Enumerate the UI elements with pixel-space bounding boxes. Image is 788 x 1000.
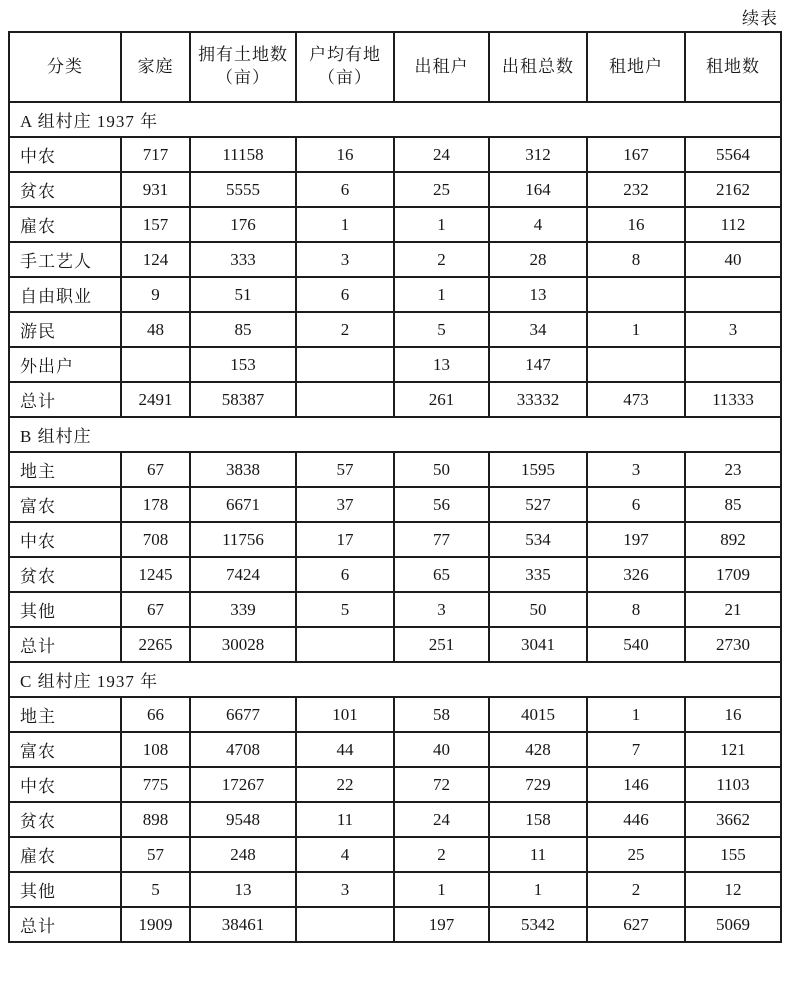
category-cell: 总计 [9,907,121,942]
value-cell: 16 [296,137,394,172]
value-cell [685,277,781,312]
header-land-owned [190,32,296,102]
category-cell: 富农 [9,487,121,522]
value-cell: 38461 [190,907,296,942]
header-label: 分类 [47,56,83,76]
category-cell: 雇农 [9,837,121,872]
value-cell: 1 [394,277,489,312]
category-cell: 地主 [9,452,121,487]
value-cell: 67 [121,592,190,627]
header-category [9,32,121,102]
table-row [9,802,781,837]
value-cell: 24 [394,802,489,837]
value-cell: 9 [121,277,190,312]
table-row [9,312,781,347]
value-cell [587,347,685,382]
value-cell: 164 [489,172,587,207]
category-cell: 外出户 [9,347,121,382]
category-cell: 总计 [9,382,121,417]
header-families [121,32,190,102]
value-cell [121,347,190,382]
continued-table-label: 续表 [742,9,778,28]
section-title: B 组村庄 [9,417,781,452]
value-cell: 3662 [685,802,781,837]
value-cell: 176 [190,207,296,242]
value-cell: 33332 [489,382,587,417]
value-cell: 232 [587,172,685,207]
value-cell: 4708 [190,732,296,767]
value-cell: 527 [489,487,587,522]
value-cell: 6 [296,172,394,207]
value-cell: 48 [121,312,190,347]
value-cell: 155 [685,837,781,872]
header-label: 拥有土地数 [198,45,288,65]
header-label: 户均有地 [309,45,381,65]
value-cell: 7424 [190,557,296,592]
value-cell: 729 [489,767,587,802]
value-cell: 312 [489,137,587,172]
category-cell: 贫农 [9,802,121,837]
value-cell: 66 [121,697,190,732]
category-cell: 总计 [9,627,121,662]
table-row [9,767,781,802]
value-cell: 717 [121,137,190,172]
table-body [9,102,781,942]
value-cell: 2491 [121,382,190,417]
section-title: A 组村庄 1937 年 [9,102,781,137]
value-cell: 335 [489,557,587,592]
value-cell: 158 [489,802,587,837]
value-cell: 6 [296,557,394,592]
value-cell: 11756 [190,522,296,557]
value-cell: 101 [296,697,394,732]
value-cell: 22 [296,767,394,802]
table-row [9,137,781,172]
value-cell: 11 [296,802,394,837]
table-row [9,382,781,417]
value-cell: 6671 [190,487,296,522]
value-cell: 21 [685,592,781,627]
value-cell: 540 [587,627,685,662]
value-cell: 4 [489,207,587,242]
value-cell [685,347,781,382]
table-row [9,697,781,732]
header-land-per-household [296,32,394,102]
value-cell: 67 [121,452,190,487]
value-cell: 251 [394,627,489,662]
table-row [9,277,781,312]
value-cell: 3041 [489,627,587,662]
value-cell: 51 [190,277,296,312]
value-cell: 25 [587,837,685,872]
value-cell: 11333 [685,382,781,417]
category-cell: 中农 [9,522,121,557]
value-cell: 44 [296,732,394,767]
table-row [9,487,781,522]
value-cell: 65 [394,557,489,592]
category-cell: 其他 [9,592,121,627]
category-cell: 贫农 [9,557,121,592]
value-cell: 40 [394,732,489,767]
value-cell: 326 [587,557,685,592]
value-cell: 5 [394,312,489,347]
value-cell: 473 [587,382,685,417]
category-cell: 雇农 [9,207,121,242]
value-cell: 5564 [685,137,781,172]
value-cell: 11 [489,837,587,872]
value-cell: 58387 [190,382,296,417]
section-title-row [9,417,781,452]
category-cell: 地主 [9,697,121,732]
value-cell: 157 [121,207,190,242]
value-cell: 339 [190,592,296,627]
value-cell: 534 [489,522,587,557]
value-cell: 85 [190,312,296,347]
value-cell: 34 [489,312,587,347]
category-cell: 富农 [9,732,121,767]
value-cell: 153 [190,347,296,382]
value-cell: 13 [394,347,489,382]
value-cell: 3838 [190,452,296,487]
value-cell: 1 [587,312,685,347]
table-row [9,907,781,942]
table-row [9,592,781,627]
value-cell: 72 [394,767,489,802]
value-cell: 333 [190,242,296,277]
value-cell: 40 [685,242,781,277]
value-cell: 248 [190,837,296,872]
value-cell: 2 [587,872,685,907]
value-cell: 627 [587,907,685,942]
value-cell: 4 [296,837,394,872]
value-cell: 24 [394,137,489,172]
header-label: 出租户 [414,56,469,76]
value-cell: 30028 [190,627,296,662]
section-title-row [9,662,781,697]
value-cell: 3 [685,312,781,347]
value-cell: 7 [587,732,685,767]
header-rentout-total [489,32,587,102]
value-cell: 6 [587,487,685,522]
value-cell: 1595 [489,452,587,487]
value-cell: 1909 [121,907,190,942]
table-row [9,557,781,592]
value-cell: 261 [394,382,489,417]
header-label: 租地数 [706,56,760,76]
table-row [9,732,781,767]
value-cell: 146 [587,767,685,802]
value-cell: 11158 [190,137,296,172]
header-label: 出租总数 [502,56,574,76]
value-cell: 108 [121,732,190,767]
header-tenant-households [587,32,685,102]
value-cell: 16 [685,697,781,732]
value-cell: 2265 [121,627,190,662]
value-cell: 892 [685,522,781,557]
category-cell: 自由职业 [9,277,121,312]
value-cell: 124 [121,242,190,277]
value-cell: 178 [121,487,190,522]
value-cell: 775 [121,767,190,802]
table-row [9,242,781,277]
table-row [9,347,781,382]
value-cell [296,907,394,942]
section-title: C 组村庄 1937 年 [9,662,781,697]
value-cell: 2 [394,242,489,277]
header-label: 家庭 [137,56,174,76]
value-cell: 1 [394,872,489,907]
table-row [9,452,781,487]
table-header [9,32,781,102]
header-row [9,32,781,102]
value-cell: 23 [685,452,781,487]
value-cell: 25 [394,172,489,207]
value-cell: 197 [394,907,489,942]
value-cell: 6 [296,277,394,312]
value-cell [296,382,394,417]
value-cell: 50 [489,592,587,627]
value-cell: 121 [685,732,781,767]
value-cell: 147 [489,347,587,382]
value-cell: 4015 [489,697,587,732]
value-cell [587,277,685,312]
value-cell: 2162 [685,172,781,207]
value-cell: 37 [296,487,394,522]
header-unit: （亩） [318,68,372,87]
value-cell: 17267 [190,767,296,802]
value-cell: 6677 [190,697,296,732]
table-row [9,837,781,872]
value-cell: 1 [489,872,587,907]
value-cell: 57 [121,837,190,872]
value-cell: 1103 [685,767,781,802]
value-cell: 50 [394,452,489,487]
value-cell: 167 [587,137,685,172]
category-cell: 贫农 [9,172,121,207]
value-cell: 1 [296,207,394,242]
category-cell: 手工艺人 [9,242,121,277]
value-cell: 12 [685,872,781,907]
value-cell: 1 [587,697,685,732]
value-cell: 3 [587,452,685,487]
value-cell: 3 [296,242,394,277]
value-cell: 1 [394,207,489,242]
table-row [9,172,781,207]
value-cell: 931 [121,172,190,207]
value-cell: 8 [587,242,685,277]
value-cell: 77 [394,522,489,557]
value-cell: 112 [685,207,781,242]
category-cell: 中农 [9,767,121,802]
land-statistics-table [8,31,782,943]
table-row [9,872,781,907]
value-cell: 1709 [685,557,781,592]
value-cell: 898 [121,802,190,837]
value-cell: 56 [394,487,489,522]
header-unit: （亩） [216,68,270,87]
value-cell: 708 [121,522,190,557]
value-cell: 5 [121,872,190,907]
value-cell [296,347,394,382]
value-cell: 5342 [489,907,587,942]
category-cell: 其他 [9,872,121,907]
table-row [9,207,781,242]
value-cell: 446 [587,802,685,837]
value-cell: 1245 [121,557,190,592]
value-cell: 2 [394,837,489,872]
value-cell: 58 [394,697,489,732]
section-title-row [9,102,781,137]
value-cell: 5069 [685,907,781,942]
header-label: 租地户 [609,56,663,76]
value-cell: 85 [685,487,781,522]
header-rentout-households [394,32,489,102]
value-cell: 16 [587,207,685,242]
table-row [9,522,781,557]
value-cell [296,627,394,662]
value-cell: 13 [190,872,296,907]
value-cell: 2730 [685,627,781,662]
value-cell: 5 [296,592,394,627]
value-cell: 197 [587,522,685,557]
value-cell: 428 [489,732,587,767]
value-cell: 3 [394,592,489,627]
value-cell: 8 [587,592,685,627]
value-cell: 9548 [190,802,296,837]
value-cell: 13 [489,277,587,312]
header-rented-land [685,32,781,102]
value-cell: 3 [296,872,394,907]
table-row [9,627,781,662]
category-cell: 中农 [9,137,121,172]
category-cell: 游民 [9,312,121,347]
value-cell: 17 [296,522,394,557]
value-cell: 57 [296,452,394,487]
value-cell: 5555 [190,172,296,207]
value-cell: 28 [489,242,587,277]
value-cell: 2 [296,312,394,347]
